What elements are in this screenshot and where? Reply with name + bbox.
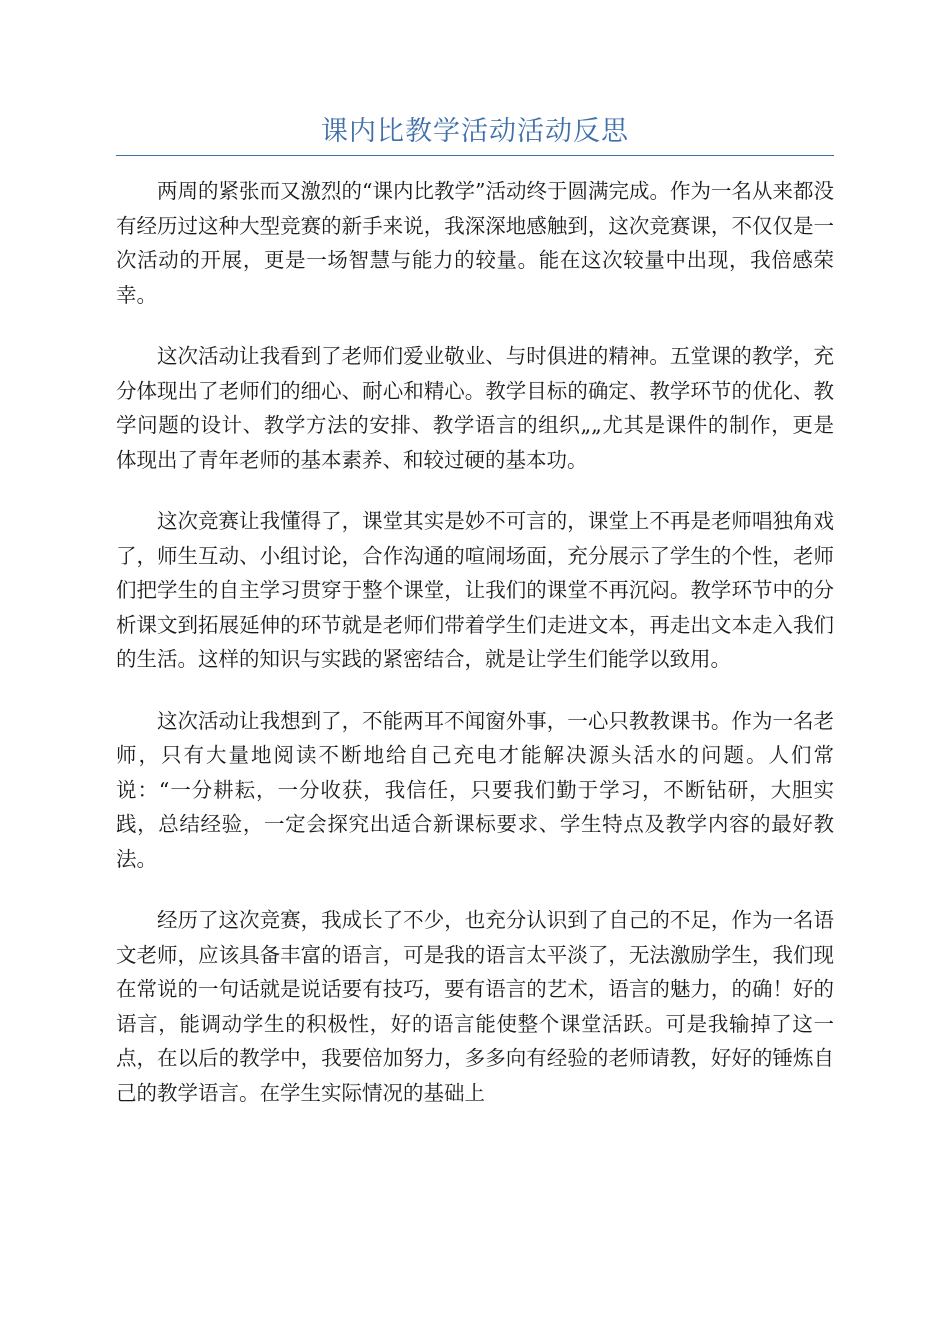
title-block (116, 112, 834, 156)
paragraph-2: 这次活动让我看到了老师们爱业敬业、与时俱进的精神。五堂课的教学，充分体现出了老师们的细心、耐心和精心。教学目标的确定、教学环节的优化、教学问题的设计、教学方法的安排、教学语言的组织„„尤其是课件的制作，更是体现出了青年老师的基本素养、和较过硬的基本功。 (116, 344, 834, 472)
paragraph-5: 经历了这次竞赛，我成长了不少，也充分认识到了自己的不足，作为一名语文老师，应该具备丰富的语言，可是我的语言太平淡了，无法激励学生，我们现在常说的一句话就是说话要有技巧，要有语言的艺术，语言的魅力，的确！好的语言，能调动学生的积极性，好的语言能使整个课堂活跃。可是我输掉了这一点，在以后的教学中，我要倍加努力，多多向有经验的老师请教，好好的锤炼自己的教学语言。在学生实际情况的基础上 (116, 908, 834, 1105)
title-underline (116, 155, 834, 156)
paragraph-4: 这次活动让我想到了，不能两耳不闻窗外事，一心只教教课书。作为一名老师，只有大量地阅读不断地给自己充电才能解决源头活水的问题。人们常说：“一分耕耘，一分收获，我信任，只要我们勤于学习，不断钻研，大胆实践，总结经验，一定会探究出适合新课标要求、学生特点及教学内容的最好教法。 (116, 708, 834, 871)
paragraph-1: 两周的紧张而又激烈的“课内比教学”活动终于圆满完成。作为一名从来都没有经历过这种大型竞赛的新手来说，我深深地感触到，这次竞赛课，不仅仅是一次活动的开展，更是一场智慧与能力的较量。能在这次较量中出现，我倍感荣幸。 (116, 179, 834, 307)
paragraph-3: 这次竞赛让我懂得了，课堂其实是妙不可言的，课堂上不再是老师唱独角戏了，师生互动、小组讨论，合作沟通的喧闹场面，充分展示了学生的个性，老师们把学生的自主学习贯穿于整个课堂，让我们的课堂不再沉闷。教学环节中的分析课文到拓展延伸的环节就是老师们带着学生们走进文本，再走出文本走入我们的生活。这样的知识与实践的紧密结合，就是让学生们能学以致用。 (116, 509, 834, 671)
document-body (116, 174, 834, 1137)
document-title: 课内比教学活动活动反思 (321, 116, 629, 147)
